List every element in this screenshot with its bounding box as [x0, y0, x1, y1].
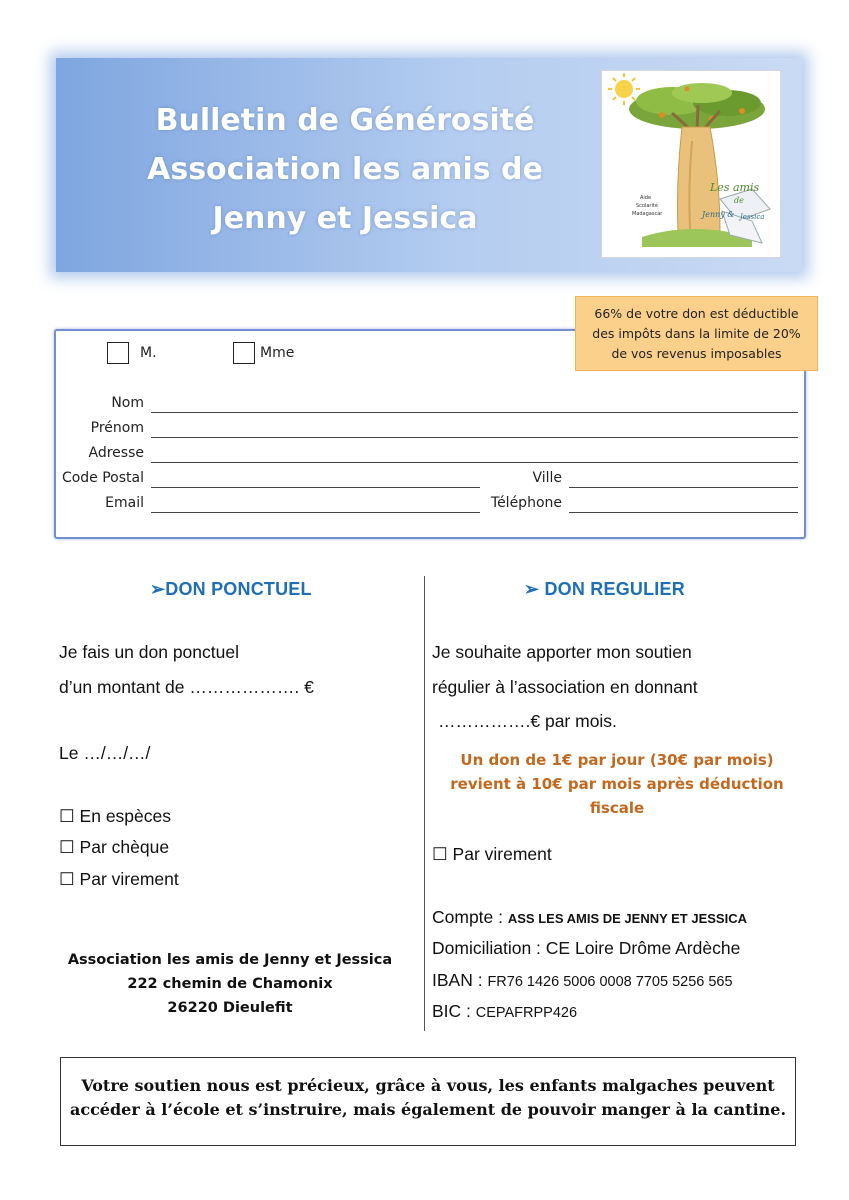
bank-compte [432, 907, 747, 928]
logo-text: de [734, 196, 744, 205]
ponctuel-date: Le …/…/…/ [59, 743, 151, 763]
telephone-field[interactable] [569, 512, 798, 513]
ville-field[interactable] [569, 487, 798, 488]
bic-value: CEPAFRPP426 [475, 1005, 578, 1021]
logo-text: Jenny & [702, 210, 735, 219]
prenom-label: Prénom [90, 420, 144, 436]
logo-text: Scolarité [636, 203, 658, 209]
compte-label: Compte : [432, 907, 508, 927]
association-address [50, 948, 410, 1020]
promo-line: fiscale [589, 799, 645, 817]
column-divider [424, 576, 425, 1031]
nom-label: Nom [111, 395, 144, 411]
don-regulier-heading: ➢ DON REGULIER [524, 579, 685, 599]
telephone-label: Téléphone [490, 495, 562, 511]
tax-note-line: 66% de votre don est déductible [594, 306, 799, 321]
adresse-field[interactable] [151, 462, 798, 463]
adresse-label: Adresse [88, 445, 144, 461]
bank-iban [432, 970, 733, 991]
option-virement-regulier[interactable]: ☐ Par virement [432, 844, 552, 864]
mr-checkbox[interactable] [107, 342, 129, 364]
address-line: 222 chemin de Chamonix [127, 976, 333, 992]
bank-bic [432, 1001, 577, 1022]
regulier-text-line: Je souhaite apporter mon soutien [432, 642, 692, 662]
mrs-label: Mme [260, 345, 295, 361]
address-line: Association les amis de Jenny et Jessica [67, 952, 393, 968]
tax-note-line: des impôts dans la limite de 20% [592, 326, 801, 341]
footer-line: accéder à l’école et s’instruire, mais également de pouvoir manger à la cantine. [69, 1100, 787, 1119]
bic-label: BIC : [432, 1001, 476, 1021]
bank-domiciliation: Domiciliation : CE Loire Drôme Ardèche [432, 938, 741, 958]
regulier-text-line: régulier à l’association en donnant [432, 677, 698, 697]
title-line: Bulletin de Générosité [155, 103, 535, 138]
association-logo [601, 70, 781, 258]
tax-note-line: de vos revenus imposables [611, 346, 782, 361]
prenom-field[interactable] [151, 437, 798, 438]
footer-line: Votre soutien nous est précieux, grâce à vous, les enfants malgaches peuvent [81, 1076, 775, 1095]
ponctuel-amount-line: d’un montant de ………………. € [59, 677, 314, 697]
mrs-checkbox[interactable] [233, 342, 255, 364]
option-virement-ponctuel[interactable]: ☐ Par virement [59, 869, 179, 889]
code-postal-label: Code Postal [61, 470, 144, 486]
logo-text: Madagascar [632, 211, 663, 217]
promo-line: revient à 10€ par mois après déduction [450, 775, 784, 793]
logo-text: Les amis [710, 181, 760, 194]
logo-text: Aide [640, 195, 652, 201]
logo-text: Jessica [740, 213, 765, 221]
iban-value: FR76 1426 5006 0008 7705 5256 565 [487, 974, 733, 990]
tax-deduction-note [575, 296, 818, 371]
code-postal-field[interactable] [151, 487, 480, 488]
page-title [110, 96, 580, 243]
compte-value: ASS LES AMIS DE JENNY ET JESSICA [507, 911, 747, 926]
address-line: 26220 Dieulefit [167, 1000, 293, 1016]
option-especes[interactable]: ☐ En espèces [59, 806, 171, 826]
title-line: Jenny et Jessica [212, 201, 478, 236]
don-ponctuel-heading: ➢DON PONCTUEL [150, 579, 312, 599]
sun-icon [608, 73, 640, 105]
baobab-tree-icon [602, 71, 780, 257]
regulier-amount-line: …………….€ par mois. [438, 711, 617, 731]
iban-label: IBAN : [432, 970, 488, 990]
promo-note [432, 748, 802, 820]
mr-label: M. [140, 345, 157, 361]
ponctuel-text-line: Je fais un don ponctuel [59, 642, 239, 662]
nom-field[interactable] [151, 412, 798, 413]
email-label: Email [105, 495, 144, 511]
ville-label: Ville [532, 470, 562, 486]
footer-message [60, 1057, 796, 1146]
email-field[interactable] [151, 512, 480, 513]
option-cheque[interactable]: ☐ Par chèque [59, 837, 170, 857]
title-line: Association les amis de [147, 152, 543, 187]
promo-line: Un don de 1€ par jour (30€ par mois) [460, 751, 774, 769]
